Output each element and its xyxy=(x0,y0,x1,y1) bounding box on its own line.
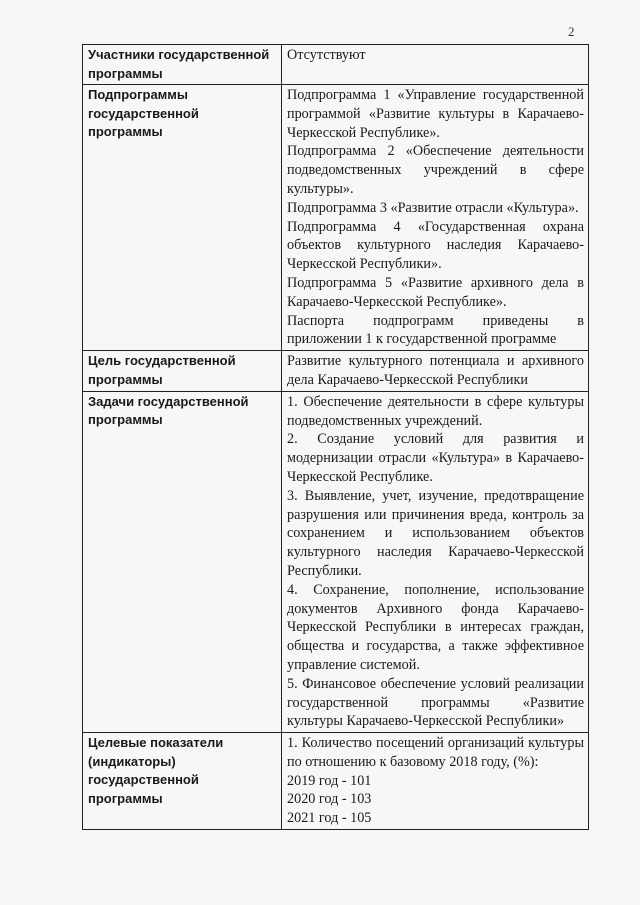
paragraph: Паспорта подпрограмм приведены в приложении 1 к государственной программе xyxy=(287,312,584,348)
program-passport-table xyxy=(82,44,589,830)
row-value xyxy=(282,391,589,732)
paragraph: 5. Финансовое обеспечение условий реализации государственной программы «Развитие культуры Карачаево-Черкесской Республики» xyxy=(287,675,584,730)
paragraph: 2. Создание условий для развития и модернизации отрасли «Культура» в Карачаево-Черкесской Республике. xyxy=(287,431,584,485)
row-label: Целевые показатели (индикаторы) государственной программы xyxy=(83,733,282,830)
paragraph: 2021 год - 105 xyxy=(287,810,372,827)
row-label: Подпрограммы государственной программы xyxy=(83,85,282,351)
paragraph: Подпрограмма 2 «Обеспечение деятельности подведомственных учреждений в сфере культуры». xyxy=(287,143,584,197)
paragraph: 2019 год - 101 xyxy=(287,772,372,789)
paragraph: 1. Количество посещений организаций культуры по отношению к базовому 2018 году, (%): xyxy=(287,735,584,770)
table-row xyxy=(83,85,589,351)
paragraph: Подпрограмма 3 «Развитие отрасли «Культура». xyxy=(287,199,579,216)
paragraph: 2020 год - 103 xyxy=(287,791,372,808)
paragraph: Подпрограмма 1 «Управление государственной программой «Развитие культуры в Карачаево-Черкесской Республике». xyxy=(287,87,584,141)
table-row xyxy=(83,391,589,732)
paragraph: 3. Выявление, учет, изучение, предотвращение разрушения или причинения вреда, контроль за сохранением и использованием объектов культурного наследия Карачаево-Черкесской Республики. xyxy=(287,487,584,579)
paragraph: 4. Сохранение, пополнение, использование документов Архивного фонда Карачаево-Черкесской Республики в интересах граждан, общества и государства, а также эффективное управление системой. xyxy=(287,581,584,673)
paragraph: Отсутствуют xyxy=(287,47,366,63)
table-row xyxy=(83,45,589,85)
paragraph: Подпрограмма 4 «Государственная охрана объектов культурного наследия Карачаево-Черкесской Республики». xyxy=(287,218,584,273)
paragraph: Развитие культурного потенциала и архивного дела Карачаево-Черкесской Республики xyxy=(287,353,584,388)
page-number: 2 xyxy=(568,24,575,39)
row-value xyxy=(282,733,589,830)
row-label: Задачи государственной программы xyxy=(83,391,282,732)
row-value xyxy=(282,351,589,392)
paragraph: Подпрограмма 5 «Развитие архивного дела в Карачаево-Черкесской Республике». xyxy=(287,274,584,310)
row-value xyxy=(282,45,589,85)
table-row xyxy=(83,733,589,830)
row-label: Цель государственной программы xyxy=(83,351,282,392)
row-value xyxy=(282,85,589,351)
paragraph: 1. Обеспечение деятельности в сфере культуры подведомственных учреждений. xyxy=(287,393,584,429)
row-label: Участники государственной программы xyxy=(83,45,282,85)
table-row xyxy=(83,351,589,392)
